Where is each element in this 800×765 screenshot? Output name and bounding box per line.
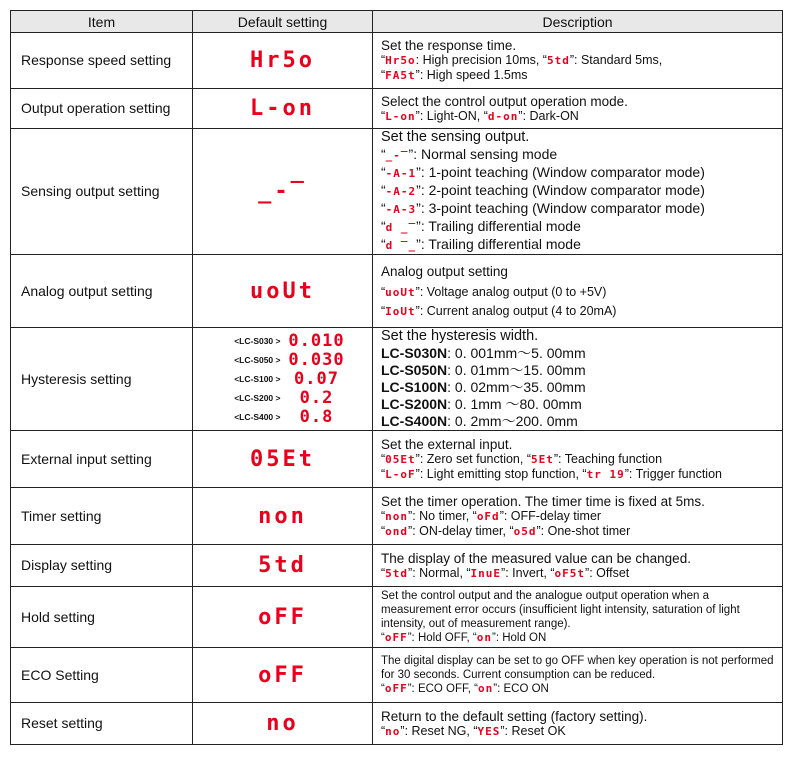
segment-code: o5d bbox=[513, 524, 537, 538]
segment-code: d _‾ bbox=[385, 221, 417, 234]
model-label: <LC-S030 > bbox=[234, 336, 281, 346]
description bbox=[373, 431, 783, 488]
segment-code: Hr5o bbox=[385, 54, 416, 67]
segment-display: Hr5o bbox=[250, 48, 315, 73]
default-value bbox=[193, 545, 373, 587]
segment-code: oFd bbox=[476, 509, 500, 523]
segment-code: 05Et bbox=[385, 452, 416, 466]
segment-code: oFF bbox=[384, 631, 408, 644]
description-line: “oFF”: ECO OFF, “on”: ECO ON bbox=[381, 682, 549, 695]
description-line: “5td”: Normal, “InuE”: Invert, “oF5t”: Offset bbox=[381, 565, 630, 580]
item-label: Sensing output setting bbox=[11, 129, 193, 255]
model-label: <LC-S100 > bbox=[234, 374, 281, 384]
item-label: Hold setting bbox=[11, 587, 193, 648]
hysteresis-default-row bbox=[193, 389, 372, 408]
description-lead: Set the control output and the analogue output operation when a measurement error occurs (insufficient light intensity, saturation of light intensity, out of measurement range). bbox=[381, 590, 740, 630]
segment-code: L-oF bbox=[385, 467, 416, 481]
segment-code: uoUt bbox=[385, 285, 416, 299]
default-value bbox=[193, 328, 373, 431]
table-row bbox=[11, 587, 783, 648]
description-line: “FA5t”: High speed 1.5ms bbox=[381, 68, 528, 82]
description-line: LC-S400N: 0. 2mm～200. 0mm bbox=[381, 413, 578, 429]
description-line: “L-on”: Light-ON, “d-on”: Dark-ON bbox=[381, 108, 579, 123]
description-line: LC-S200N: 0. 1mm ～80. 00mm bbox=[381, 396, 582, 412]
item-label: Reset setting bbox=[11, 703, 193, 745]
description bbox=[373, 587, 783, 648]
item-label: Output operation setting bbox=[11, 89, 193, 129]
default-value bbox=[193, 255, 373, 328]
segment-code: d-on bbox=[487, 109, 519, 123]
description-line: LC-S050N: 0. 01mm～15. 00mm bbox=[381, 362, 586, 378]
description bbox=[373, 488, 783, 545]
header-item: Item bbox=[11, 11, 193, 33]
description bbox=[373, 255, 783, 328]
segment-display: 0.2 bbox=[299, 388, 334, 408]
segment-code: FA5t bbox=[385, 69, 416, 82]
segment-display: L-on bbox=[250, 96, 315, 121]
table-row bbox=[11, 328, 783, 431]
hysteresis-default-row bbox=[193, 370, 372, 389]
description-line: “non”: No timer, “oFd”: OFF-delay timer bbox=[381, 508, 602, 523]
table-row bbox=[11, 431, 783, 488]
description-lead: Analog output setting bbox=[381, 263, 508, 279]
segment-display: 0.07 bbox=[294, 369, 339, 389]
settings-table bbox=[10, 10, 783, 745]
table-row bbox=[11, 129, 783, 255]
segment-code: d ‾_ bbox=[385, 239, 417, 252]
description-line: “d ‾_”: Trailing differential mode bbox=[381, 236, 581, 252]
description-line: “no”: Reset NG, “YES”: Reset OK bbox=[381, 723, 566, 738]
segment-code: YES bbox=[477, 724, 501, 738]
item-label: Analog output setting bbox=[11, 255, 193, 328]
default-value bbox=[193, 33, 373, 89]
description bbox=[373, 328, 783, 431]
segment-code: 5Et bbox=[531, 452, 554, 466]
description-line: “uoUt”: Voltage analog output (0 to +5V) bbox=[381, 284, 607, 299]
table-row bbox=[11, 33, 783, 89]
segment-display: 0.030 bbox=[288, 350, 345, 370]
description-line: “Hr5o: High precision 10ms, “5td”: Standard 5ms, bbox=[381, 53, 663, 67]
table-row bbox=[11, 89, 783, 129]
description-line: “L-oF”: Light emitting stop function, “tr 19”: Trigger function bbox=[381, 466, 722, 481]
default-value bbox=[193, 488, 373, 545]
description-lead: The display of the measured value can be changed. bbox=[381, 550, 691, 566]
table-header-row bbox=[11, 11, 783, 33]
item-label: Hysteresis setting bbox=[11, 328, 193, 431]
description-lead: Set the response time. bbox=[381, 38, 517, 53]
segment-code: on bbox=[478, 682, 494, 695]
description-line: “-A-1”: 1-point teaching (Window comparator mode) bbox=[381, 164, 705, 180]
description bbox=[373, 545, 783, 587]
model-label: <LC-S050 > bbox=[234, 355, 281, 365]
segment-code: tr 19 bbox=[586, 467, 625, 481]
description-line: “-A-3”: 3-point teaching (Window comparator mode) bbox=[381, 200, 705, 216]
description-lead: Set the external input. bbox=[381, 436, 513, 452]
hysteresis-default-row bbox=[193, 351, 372, 370]
description bbox=[373, 129, 783, 255]
description bbox=[373, 648, 783, 703]
description-line: “-A-2”: 2-point teaching (Window comparator mode) bbox=[381, 182, 705, 198]
description-line: “ond”: ON-delay timer, “o5d”: One-shot timer bbox=[381, 523, 631, 538]
table-row bbox=[11, 703, 783, 745]
segment-code: InuE bbox=[470, 566, 502, 580]
segment-code: non bbox=[385, 509, 409, 523]
description-line: “_-‾”: Normal sensing mode bbox=[381, 146, 558, 162]
hysteresis-default-row bbox=[193, 408, 372, 427]
item-label: ECO Setting bbox=[11, 648, 193, 703]
default-value bbox=[193, 431, 373, 488]
description-lead: The digital display can be set to go OFF when key operation is not performed for 30 seconds. Current consumption can be reduced. bbox=[381, 655, 774, 681]
description-line: “IoUt”: Current analog output (4 to 20mA) bbox=[381, 303, 617, 318]
model-label: <LC-S200 > bbox=[234, 393, 281, 403]
segment-display: uoUt bbox=[250, 278, 315, 304]
segment-code: oFF bbox=[384, 682, 408, 695]
description-line: “d _‾”: Trailing differential mode bbox=[381, 218, 581, 234]
description-line: LC-S030N: 0. 001mm～5. 00mm bbox=[381, 345, 586, 361]
segment-display: oFF bbox=[258, 662, 307, 688]
description-line: “05Et”: Zero set function, “5Et”: Teaching function bbox=[381, 451, 663, 466]
description-lead: Set the timer operation. The timer time is fixed at 5ms. bbox=[381, 493, 705, 509]
segment-code: L-on bbox=[385, 109, 416, 123]
description bbox=[373, 33, 783, 89]
table-row bbox=[11, 255, 783, 328]
description bbox=[373, 89, 783, 129]
segment-code: _-‾ bbox=[385, 149, 409, 162]
segment-display: 05Et bbox=[250, 446, 315, 472]
header-description: Description bbox=[373, 11, 783, 33]
model-label: <LC-S400 > bbox=[234, 412, 281, 422]
description-lead: Select the control output operation mode. bbox=[381, 93, 628, 109]
item-label: External input setting bbox=[11, 431, 193, 488]
description-lead: Return to the default setting (factory setting). bbox=[381, 708, 648, 724]
hysteresis-default-row bbox=[193, 332, 372, 351]
segment-display: 0.010 bbox=[288, 331, 345, 351]
table-row bbox=[11, 488, 783, 545]
default-value bbox=[193, 587, 373, 648]
default-value bbox=[193, 89, 373, 129]
description bbox=[373, 703, 783, 745]
segment-display: 5td bbox=[258, 553, 307, 578]
segment-code: on bbox=[476, 631, 492, 644]
segment-code: 5td bbox=[546, 54, 570, 67]
item-label: Display setting bbox=[11, 545, 193, 587]
description-lead: Set the hysteresis width. bbox=[381, 328, 539, 344]
description-lead: Set the sensing output. bbox=[381, 129, 530, 145]
segment-code: -A-1 bbox=[385, 167, 417, 180]
table-row bbox=[11, 648, 783, 703]
segment-display: no bbox=[266, 711, 299, 736]
segment-display: _-‾ bbox=[258, 179, 307, 204]
header-default: Default setting bbox=[193, 11, 373, 33]
item-label: Timer setting bbox=[11, 488, 193, 545]
segment-code: -A-2 bbox=[385, 185, 417, 198]
segment-code: 5td bbox=[385, 566, 409, 580]
segment-code: oF5t bbox=[554, 566, 586, 580]
segment-code: ond bbox=[385, 524, 409, 538]
segment-display: oFF bbox=[258, 604, 307, 630]
table-row bbox=[11, 545, 783, 587]
settings-table-container bbox=[10, 10, 782, 745]
description-line: LC-S100N: 0. 02mm～35. 00mm bbox=[381, 379, 586, 395]
segment-code: no bbox=[385, 724, 401, 738]
default-value bbox=[193, 703, 373, 745]
default-value bbox=[193, 648, 373, 703]
segment-display: non bbox=[258, 503, 307, 529]
default-value bbox=[193, 129, 373, 255]
segment-code: IoUt bbox=[385, 304, 416, 318]
item-label: Response speed setting bbox=[11, 33, 193, 89]
segment-display: 0.8 bbox=[299, 407, 334, 427]
segment-code: -A-3 bbox=[385, 203, 417, 216]
description-line: “oFF”: Hold OFF, “on”: Hold ON bbox=[381, 631, 547, 644]
